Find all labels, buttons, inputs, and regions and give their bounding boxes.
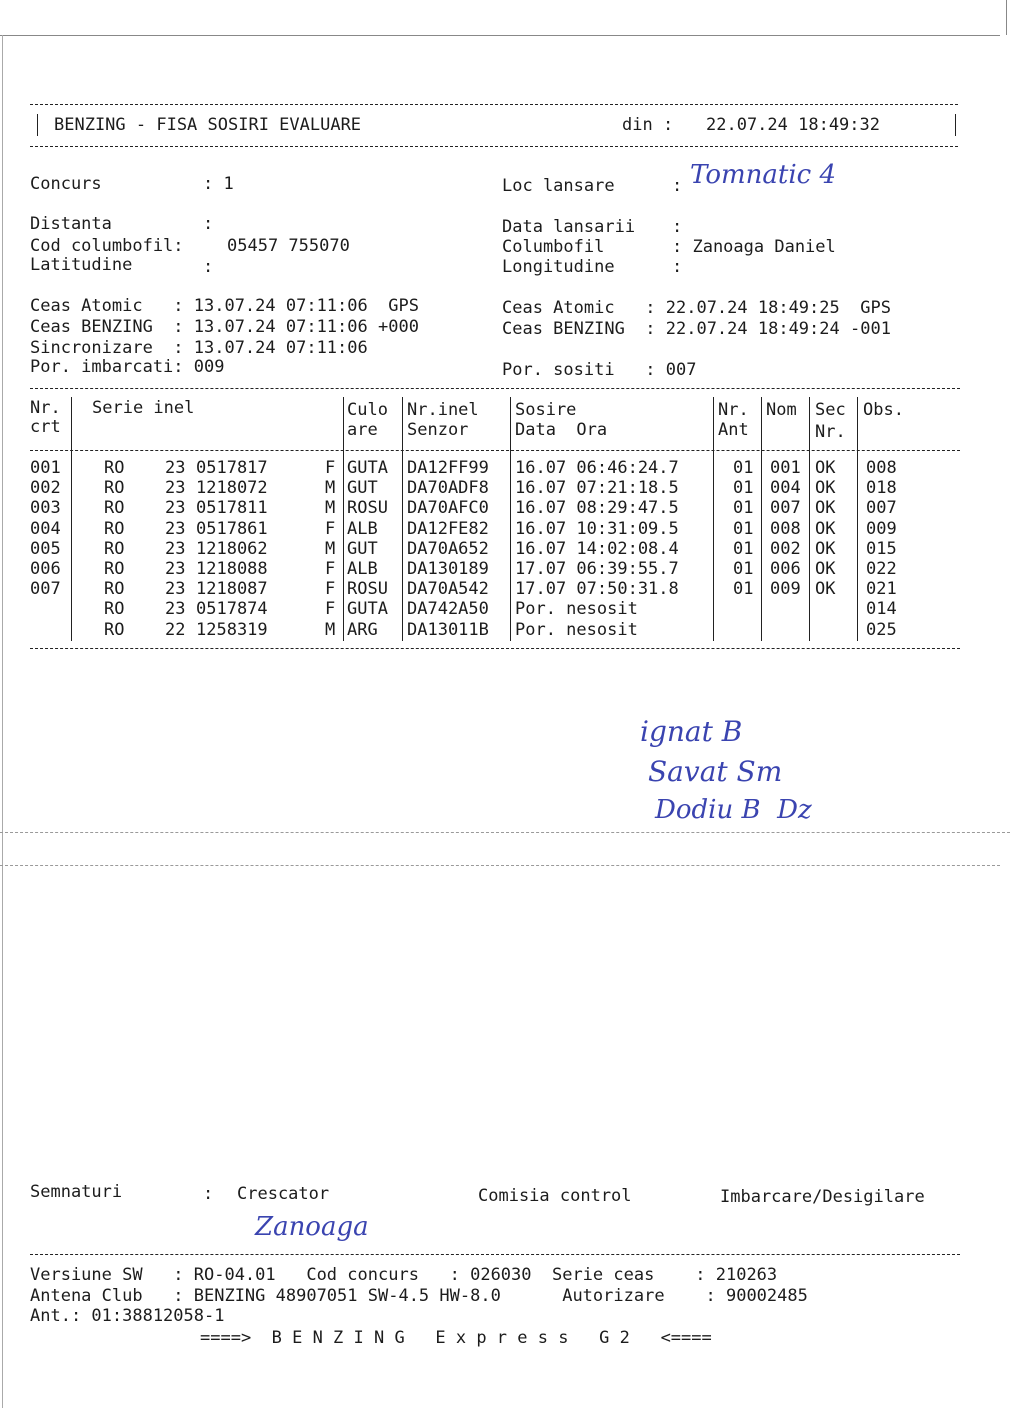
table-cell-sosire: 16.07 14:02:08.4 bbox=[515, 539, 679, 559]
table-cell-serie: 1218072 bbox=[196, 478, 268, 498]
th-data-ora: Data Ora bbox=[515, 420, 608, 440]
table-cell-sosire: 16.07 06:46:24.7 bbox=[515, 458, 679, 478]
table-cell-culoare: ARG bbox=[347, 620, 378, 640]
concurs-label: Concurs bbox=[30, 174, 102, 194]
table-cell-an: 23 bbox=[165, 539, 186, 559]
porumbei-imbarcati: Por. imbarcati: 009 bbox=[30, 357, 225, 377]
table-cell-sex: M bbox=[325, 498, 336, 518]
table-cell-sec: OK bbox=[815, 559, 836, 579]
handwritten-note-2: Savat Sm bbox=[648, 755, 783, 788]
table-cell-an: 22 bbox=[165, 620, 186, 640]
table-cell-ant: 01 bbox=[733, 458, 754, 478]
table-top-rule bbox=[30, 388, 960, 389]
table-cell-sex: M bbox=[325, 620, 336, 640]
th-senzor: Senzor bbox=[407, 420, 469, 440]
table-cell-serie: 0517817 bbox=[196, 458, 268, 478]
table-cell-an: 23 bbox=[165, 458, 186, 478]
page-top-edge bbox=[0, 35, 1000, 36]
col-sep-6 bbox=[761, 397, 762, 641]
table-cell-tara: RO bbox=[104, 498, 125, 518]
table-cell-serie: 1218062 bbox=[196, 539, 268, 559]
table-cell-sex: F bbox=[325, 519, 336, 539]
table-cell-ant: 01 bbox=[733, 519, 754, 539]
cod-columbofil-label: Cod columbofil: bbox=[30, 236, 184, 256]
th-sec-nr: Nr. bbox=[815, 422, 846, 442]
th-ant: Ant bbox=[718, 420, 749, 440]
th-culoare-1: Culo bbox=[347, 400, 388, 420]
table-cell-sex: M bbox=[325, 539, 336, 559]
table-cell-sosire: Por. nesosit bbox=[515, 620, 638, 640]
table-cell-ant: 01 bbox=[733, 478, 754, 498]
distanta-label: Distanta bbox=[30, 214, 112, 234]
col-sep-4 bbox=[510, 397, 511, 641]
th-serie-inel: Serie inel bbox=[92, 398, 195, 418]
table-cell-sec: OK bbox=[815, 579, 836, 599]
table-cell-senzor: DA742A50 bbox=[407, 599, 489, 619]
table-cell-an: 23 bbox=[165, 519, 186, 539]
table-cell-culoare: GUT bbox=[347, 478, 378, 498]
table-cell-nr: 005 bbox=[30, 539, 61, 559]
th-nr-inel: Nr.inel bbox=[407, 400, 479, 420]
cod-columbofil-value: 05457 755070 bbox=[227, 236, 350, 256]
latitudine-colon: : bbox=[203, 257, 214, 277]
concurs-value: : 1 bbox=[203, 174, 234, 194]
crescator-signature: Zanoaga bbox=[255, 1212, 369, 1242]
table-cell-tara: RO bbox=[104, 579, 125, 599]
page-left-edge bbox=[2, 35, 3, 1408]
th-nom: Nom bbox=[766, 400, 797, 420]
table-cell-tara: RO bbox=[104, 559, 125, 579]
ceas-benzing-start: Ceas BENZING : 13.07.24 07:11:06 +000 bbox=[30, 317, 419, 337]
table-cell-serie: 0517861 bbox=[196, 519, 268, 539]
imbarcare-label: Imbarcare/Desigilare bbox=[720, 1187, 925, 1207]
ceas-atomic-start: Ceas Atomic : 13.07.24 07:11:06 GPS bbox=[30, 296, 419, 316]
table-cell-obs: 015 bbox=[866, 539, 897, 559]
ceas-atomic-end: Ceas Atomic : 22.07.24 18:49:25 GPS bbox=[502, 298, 891, 318]
longitudine-colon: : bbox=[672, 257, 683, 277]
table-cell-sec: OK bbox=[815, 458, 836, 478]
table-cell-obs: 025 bbox=[866, 620, 897, 640]
table-cell-culoare: ALB bbox=[347, 519, 378, 539]
table-cell-sosire: 16.07 08:29:47.5 bbox=[515, 498, 679, 518]
table-cell-senzor: DA70ADF8 bbox=[407, 478, 489, 498]
header-right-bar bbox=[955, 114, 956, 136]
data-lansarii-label: Data lansarii bbox=[502, 217, 636, 237]
columbofil-label: Columbofil bbox=[502, 237, 605, 257]
table-cell-culoare: GUT bbox=[347, 539, 378, 559]
table-cell-obs: 008 bbox=[866, 458, 897, 478]
longitudine-label: Longitudine bbox=[502, 257, 615, 277]
table-cell-nr: 002 bbox=[30, 478, 61, 498]
crescator-label: Crescator bbox=[237, 1184, 330, 1204]
distanta-colon: : bbox=[203, 214, 214, 234]
table-cell-sec: OK bbox=[815, 539, 836, 559]
table-cell-ant: 01 bbox=[733, 539, 754, 559]
table-cell-tara: RO bbox=[104, 519, 125, 539]
table-cell-culoare: GUTA bbox=[347, 458, 388, 478]
table-cell-nr: 007 bbox=[30, 579, 61, 599]
table-cell-tara: RO bbox=[104, 539, 125, 559]
table-cell-sec: OK bbox=[815, 519, 836, 539]
page-right-edge bbox=[1006, 0, 1007, 35]
table-cell-obs: 009 bbox=[866, 519, 897, 539]
th-nr: Nr. bbox=[30, 398, 61, 418]
col-sep-8 bbox=[857, 397, 858, 641]
table-cell-sex: M bbox=[325, 478, 336, 498]
table-cell-nom: 004 bbox=[770, 478, 801, 498]
table-cell-sex: F bbox=[325, 458, 336, 478]
table-cell-sosire: Por. nesosit bbox=[515, 599, 638, 619]
table-cell-tara: RO bbox=[104, 620, 125, 640]
table-cell-senzor: DA70AFC0 bbox=[407, 498, 489, 518]
col-sep-2 bbox=[343, 397, 344, 641]
table-cell-nom: 008 bbox=[770, 519, 801, 539]
col-sep-3 bbox=[402, 397, 403, 641]
table-cell-senzor: DA70A652 bbox=[407, 539, 489, 559]
col-sep-7 bbox=[809, 397, 810, 641]
ant-code: Ant.: 01:38812058-1 bbox=[30, 1306, 225, 1326]
report-title: BENZING - FISA SOSIRI EVALUARE bbox=[54, 115, 362, 135]
table-cell-senzor: DA130189 bbox=[407, 559, 489, 579]
table-cell-nom: 009 bbox=[770, 579, 801, 599]
table-cell-sosire: 16.07 07:21:18.5 bbox=[515, 478, 679, 498]
scan-line-1 bbox=[0, 832, 1010, 833]
table-cell-nom: 001 bbox=[770, 458, 801, 478]
table-cell-senzor: DA70A542 bbox=[407, 579, 489, 599]
header-top-rule bbox=[30, 104, 958, 105]
header-left-bar bbox=[37, 114, 38, 136]
table-cell-nr: 001 bbox=[30, 458, 61, 478]
table-cell-sex: F bbox=[325, 599, 336, 619]
table-cell-an: 23 bbox=[165, 599, 186, 619]
table-cell-ant: 01 bbox=[733, 498, 754, 518]
table-bottom-rule bbox=[30, 648, 960, 649]
table-cell-sosire: 16.07 10:31:09.5 bbox=[515, 519, 679, 539]
footer-rule bbox=[30, 1254, 960, 1255]
table-cell-culoare: GUTA bbox=[347, 599, 388, 619]
date-label: din : bbox=[622, 115, 674, 135]
table-cell-senzor: DA12FE82 bbox=[407, 519, 489, 539]
table-cell-tara: RO bbox=[104, 478, 125, 498]
table-header-rule bbox=[30, 450, 960, 451]
latitudine-label: Latitudine bbox=[30, 255, 133, 275]
loc-lansare-handwritten: Tomnatic 4 bbox=[690, 160, 837, 190]
antena-club: Antena Club : BENZING 48907051 SW-4.5 HW-8.0 Autorizare : 90002485 bbox=[30, 1286, 808, 1306]
table-cell-tara: RO bbox=[104, 458, 125, 478]
header-bottom-rule bbox=[30, 146, 958, 147]
th-sosire: Sosire bbox=[515, 400, 577, 420]
table-cell-sosire: 17.07 06:39:55.7 bbox=[515, 559, 679, 579]
table-cell-serie: 1258319 bbox=[196, 620, 268, 640]
versiune-sw: Versiune SW : RO-04.01 Cod concurs : 026030 Serie ceas : 210263 bbox=[30, 1265, 778, 1285]
handwritten-note-3: Dodiu B Dz bbox=[655, 795, 812, 825]
table-cell-obs: 022 bbox=[866, 559, 897, 579]
sincronizare: Sincronizare : 13.07.24 07:11:06 bbox=[30, 338, 368, 358]
table-cell-an: 23 bbox=[165, 579, 186, 599]
table-cell-nr: 003 bbox=[30, 498, 61, 518]
table-cell-sex: F bbox=[325, 559, 336, 579]
scan-line-2 bbox=[0, 865, 1000, 866]
data-lansarii-colon: : bbox=[672, 217, 683, 237]
table-cell-obs: 018 bbox=[866, 478, 897, 498]
table-cell-sec: OK bbox=[815, 498, 836, 518]
handwritten-note-1: ignat B bbox=[640, 715, 743, 748]
table-cell-tara: RO bbox=[104, 599, 125, 619]
table-cell-serie: 0517811 bbox=[196, 498, 268, 518]
semnaturi-colon: : bbox=[203, 1184, 214, 1204]
table-cell-senzor: DA12FF99 bbox=[407, 458, 489, 478]
table-cell-serie: 0517874 bbox=[196, 599, 268, 619]
th-culoare-2: are bbox=[347, 420, 378, 440]
table-cell-nom: 006 bbox=[770, 559, 801, 579]
columbofil-value: : Zanoaga Daniel bbox=[672, 237, 836, 257]
loc-lansare-label: Loc lansare bbox=[502, 176, 615, 196]
table-cell-an: 23 bbox=[165, 478, 186, 498]
table-cell-obs: 014 bbox=[866, 599, 897, 619]
table-cell-ant: 01 bbox=[733, 559, 754, 579]
benzing-express: ====> B E N Z I N G E x p r e s s G 2 <==== bbox=[200, 1328, 712, 1348]
th-obs: Obs. bbox=[863, 400, 904, 420]
table-cell-an: 23 bbox=[165, 498, 186, 518]
semnaturi-label: Semnaturi bbox=[30, 1182, 123, 1202]
th-sec: Sec bbox=[815, 400, 846, 420]
th-nr-ant: Nr. bbox=[718, 400, 749, 420]
table-cell-obs: 021 bbox=[866, 579, 897, 599]
table-cell-sec: OK bbox=[815, 478, 836, 498]
table-cell-sex: F bbox=[325, 579, 336, 599]
col-sep-5 bbox=[713, 397, 714, 641]
table-cell-obs: 007 bbox=[866, 498, 897, 518]
loc-lansare-colon: : bbox=[672, 176, 683, 196]
table-cell-culoare: ROSU bbox=[347, 498, 388, 518]
table-cell-an: 23 bbox=[165, 559, 186, 579]
table-cell-serie: 1218087 bbox=[196, 579, 268, 599]
report-datetime: 22.07.24 18:49:32 bbox=[706, 115, 880, 135]
table-cell-culoare: ALB bbox=[347, 559, 378, 579]
table-cell-nr: 004 bbox=[30, 519, 61, 539]
porumbei-sositi: Por. sositi : 007 bbox=[502, 360, 697, 380]
table-cell-nom: 007 bbox=[770, 498, 801, 518]
table-cell-nr: 006 bbox=[30, 559, 61, 579]
table-cell-ant: 01 bbox=[733, 579, 754, 599]
table-cell-senzor: DA13011B bbox=[407, 620, 489, 640]
table-cell-culoare: ROSU bbox=[347, 579, 388, 599]
table-cell-sosire: 17.07 07:50:31.8 bbox=[515, 579, 679, 599]
col-sep-1 bbox=[71, 397, 72, 641]
table-cell-serie: 1218088 bbox=[196, 559, 268, 579]
comisia-label: Comisia control bbox=[478, 1186, 632, 1206]
th-crt: crt bbox=[30, 417, 61, 437]
table-cell-nom: 002 bbox=[770, 539, 801, 559]
ceas-benzing-end: Ceas BENZING : 22.07.24 18:49:24 -001 bbox=[502, 319, 891, 339]
